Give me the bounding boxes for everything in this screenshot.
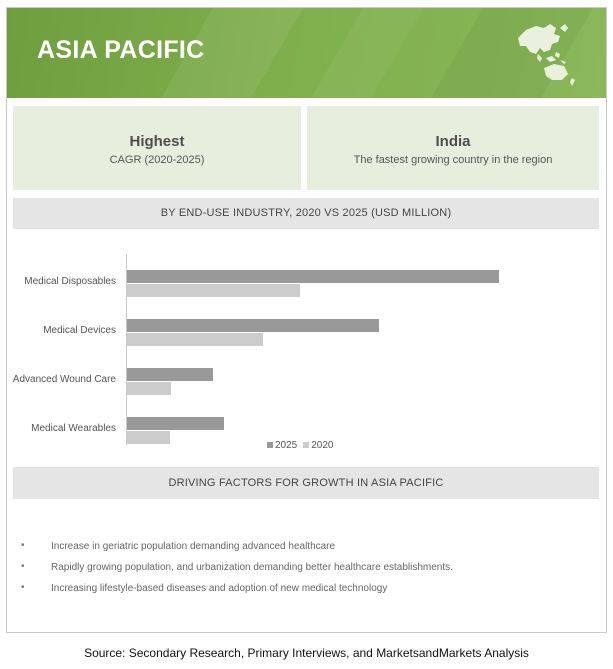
drivers-section-title: DRIVING FACTORS FOR GROWTH IN ASIA PACIFIC: [13, 467, 599, 499]
fastest-country-headline: India: [435, 133, 471, 150]
driver-item: [19, 541, 579, 562]
legend-item: [267, 440, 297, 451]
bar-2020: [127, 431, 170, 444]
category-label: Advanced Wound Care: [12, 374, 116, 385]
highest-detail: CAGR (2020-2025): [109, 154, 205, 166]
infographic-frame: [6, 7, 607, 633]
bullet-icon: •: [21, 561, 25, 572]
drivers-list: [19, 541, 579, 604]
source-note: Source: Secondary Research, Primary Interviews, and MarketsandMarkets Analysis: [84, 646, 529, 660]
driver-text: Increasing lifestyle-based diseases and adoption of new medical technology: [51, 583, 388, 594]
legend-label: 2025: [275, 440, 298, 451]
end-use-bar-chart: [7, 233, 606, 463]
bar-2020: [127, 333, 263, 346]
category-label: Medical Disposables: [24, 276, 116, 287]
bar-2020: [127, 284, 300, 297]
highest-cagr-box: [13, 106, 301, 190]
bullet-icon: •: [21, 540, 25, 551]
driver-text: Increase in geriatric population demanding advanced healthcare: [51, 541, 336, 552]
bar-2025: [127, 417, 224, 430]
category-label: Medical Devices: [43, 325, 116, 336]
chart-section-title: BY END-USE INDUSTRY, 2020 VS 2025 (USD MILLION): [13, 198, 599, 229]
driver-item: [19, 583, 579, 604]
bar-2020: [127, 382, 171, 395]
region-title: ASIA PACIFIC: [37, 36, 205, 64]
bar-2025: [127, 368, 213, 381]
fastest-country-box: [307, 106, 599, 190]
legend-swatch: [303, 442, 309, 448]
asia-pacific-map-icon: [510, 16, 578, 88]
category-label: Medical Wearables: [31, 423, 116, 434]
fastest-country-detail: The fastest growing country in the region: [353, 154, 553, 166]
highest-headline: Highest: [129, 133, 185, 150]
legend-swatch: [267, 442, 273, 448]
legend-label: 2020: [311, 440, 334, 451]
legend-item: [303, 440, 333, 451]
driver-text: Rapidly growing population, and urbanization demanding better healthcare establishments.: [51, 562, 453, 573]
region-banner: [7, 8, 606, 98]
driver-item: [19, 562, 579, 583]
bullet-icon: •: [21, 582, 25, 593]
bar-2025: [127, 319, 379, 332]
chart-legend: [267, 440, 340, 451]
bar-2025: [127, 270, 499, 283]
